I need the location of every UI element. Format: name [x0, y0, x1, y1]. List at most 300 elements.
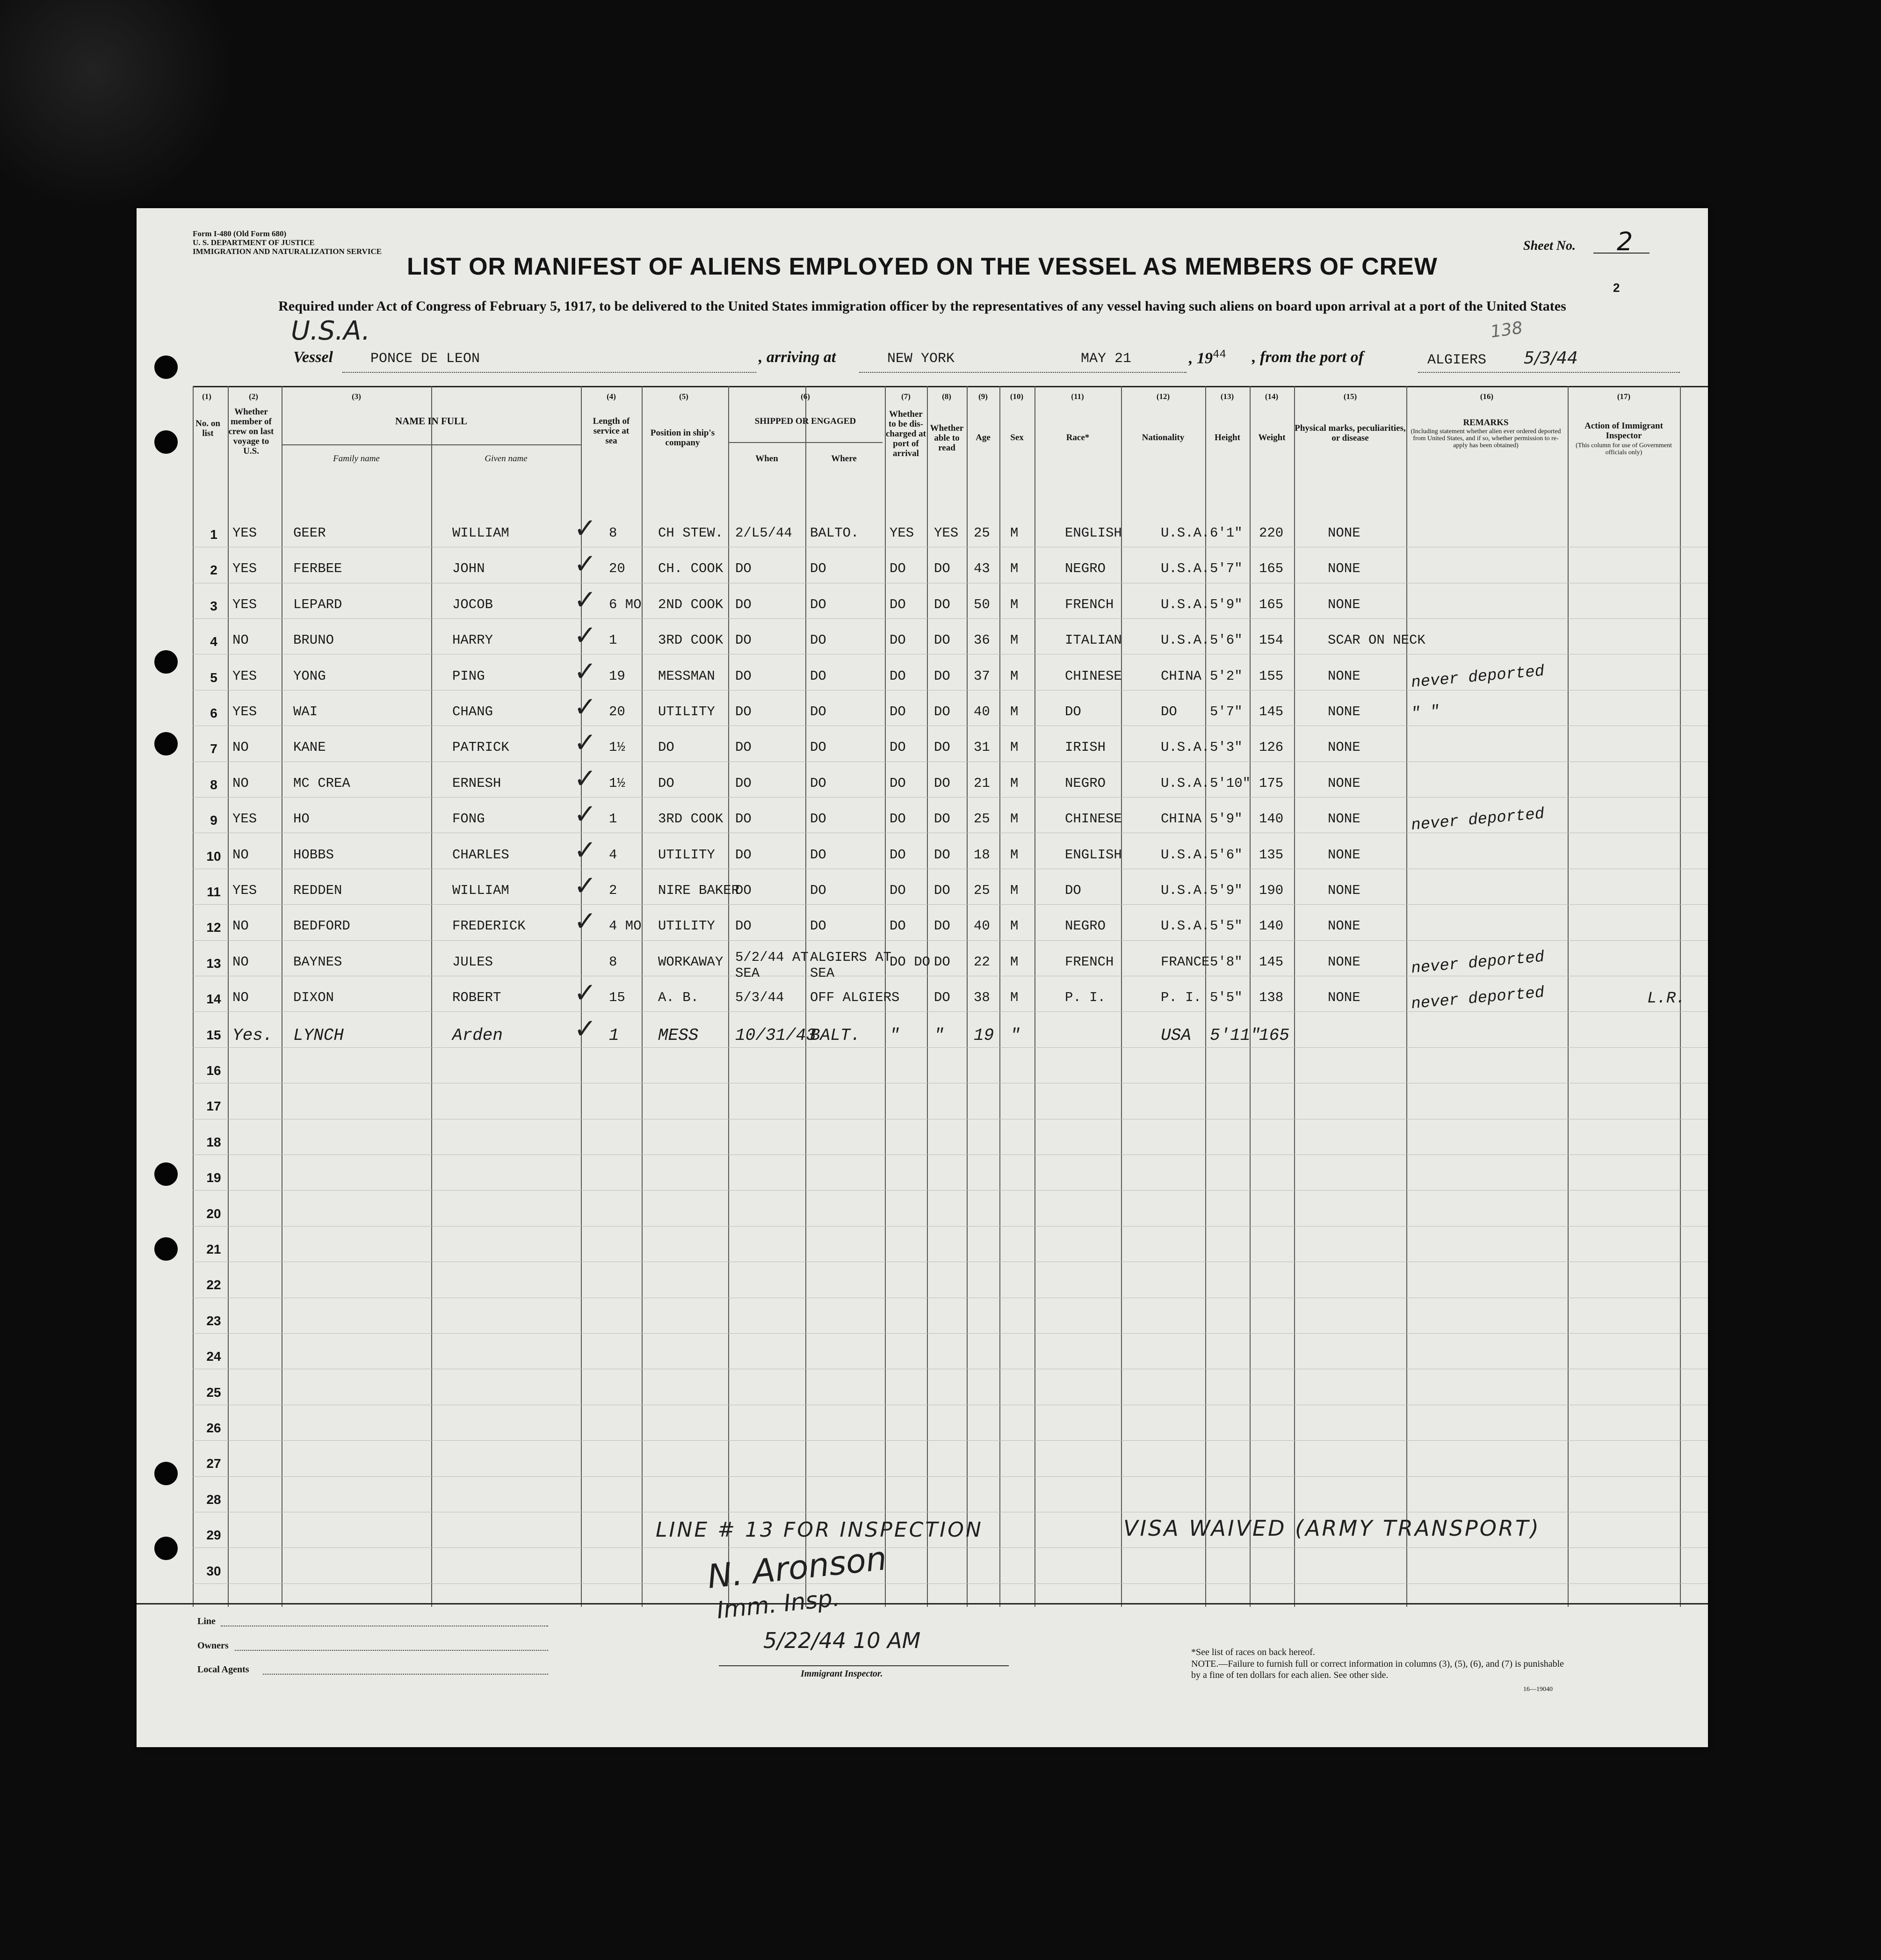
table-top-border: [193, 386, 1708, 387]
punch-hole: [154, 430, 178, 454]
given-name: JOCOB: [452, 596, 493, 612]
discharged: DO: [890, 561, 906, 577]
able-to-read: DO: [934, 883, 950, 898]
year-label: [1189, 348, 1226, 372]
able-to-read: ": [934, 1025, 944, 1045]
age: 40: [974, 918, 990, 934]
check-mark-icon: ✓: [574, 834, 597, 866]
age: 36: [974, 632, 990, 648]
shipped-when: DO: [735, 596, 752, 612]
height: 5'11": [1210, 1025, 1261, 1045]
row-number: 17: [206, 1099, 221, 1114]
race: NEGRO: [1065, 561, 1106, 577]
check-mark-icon: ✓: [574, 798, 597, 830]
weight: 135: [1259, 847, 1284, 863]
punch-hole: [154, 650, 178, 674]
shipped-where: DO: [810, 561, 826, 577]
weight: 165: [1259, 1025, 1289, 1045]
row-number: 5: [210, 670, 217, 685]
column-divider: [927, 386, 928, 1607]
physical-marks: NONE: [1328, 525, 1360, 541]
shipped-where: ALGIERS AT SEA: [810, 949, 892, 981]
column-divider: [1294, 386, 1295, 1607]
name-header-divider: [282, 444, 581, 445]
column-number: (15): [1343, 392, 1357, 401]
handwritten-usa: U.S.A.: [291, 316, 370, 346]
shipped-where: DO: [810, 775, 826, 791]
row-number: 7: [210, 741, 217, 756]
sex: M: [1010, 632, 1019, 648]
punch-hole: [154, 732, 178, 755]
header-shipped: SHIPPED OR ENGAGED: [754, 416, 856, 426]
shipped-when: DO: [735, 740, 752, 755]
nationality: U.S.A.: [1161, 632, 1210, 648]
position: MESS: [658, 1025, 699, 1045]
row-number: 3: [210, 598, 217, 613]
age: 19: [974, 1025, 994, 1045]
arriving-port: NEW YORK: [887, 351, 955, 367]
able-to-read: DO: [934, 668, 950, 684]
age: 25: [974, 811, 990, 827]
crew-last-voyage: NO: [232, 990, 249, 1006]
row-rule: [193, 940, 1708, 941]
height: 5'7": [1210, 704, 1243, 719]
row-number: 19: [206, 1170, 221, 1185]
family-name: BAYNES: [293, 954, 342, 970]
column-number: (13): [1220, 392, 1234, 401]
header-weight: Weight: [1258, 433, 1286, 443]
given-name: Arden: [452, 1025, 503, 1045]
sex: ": [1010, 1025, 1020, 1045]
race: IRISH: [1065, 740, 1106, 755]
film-border: [0, 0, 1881, 201]
shipped-where: DO: [810, 918, 826, 934]
race: ENGLISH: [1065, 847, 1122, 863]
header-action: Action of Immigrant Inspector: [1584, 421, 1663, 441]
age: 25: [974, 525, 990, 541]
shipped-where: DO: [810, 596, 826, 612]
shipped-when: DO: [735, 847, 752, 863]
column-number: (16): [1480, 392, 1494, 401]
height: 5'10": [1210, 775, 1251, 791]
header-member: Whether member of crew on last voyage to U.S.: [228, 407, 274, 456]
inspector-title: Imm. Insp.: [715, 1584, 841, 1624]
family-name: GEER: [293, 525, 326, 541]
column-number: (5): [679, 392, 688, 401]
height: 5'2": [1210, 668, 1243, 684]
column-divider: [967, 386, 968, 1607]
sex: M: [1010, 740, 1019, 755]
line-inspection-note: LINE # 13 FOR INSPECTION: [656, 1518, 983, 1542]
inspector-label: Immigrant Inspector.: [801, 1669, 883, 1679]
vessel-name: PONCE DE LEON: [370, 351, 480, 367]
column-number: (2): [249, 392, 258, 401]
race: P. I.: [1065, 990, 1106, 1006]
year-suffix: 44: [1213, 348, 1226, 361]
discharged: DO DO: [890, 954, 931, 970]
discharged: DO: [890, 847, 906, 863]
column-divider: [431, 386, 432, 1607]
header-race: Race*: [1066, 433, 1090, 443]
crew-last-voyage: YES: [232, 525, 257, 541]
punch-hole: [154, 1162, 178, 1186]
row-number: 6: [210, 706, 217, 720]
check-mark-icon: ✓: [574, 905, 597, 937]
shipped-header-divider: [728, 442, 883, 443]
family-name: LYNCH: [293, 1025, 344, 1045]
height: 5'3": [1210, 740, 1243, 755]
race: CHINESE: [1065, 811, 1122, 827]
race: FRENCH: [1065, 954, 1114, 970]
shipped-where: BALTO.: [810, 525, 859, 541]
family-name: DIXON: [293, 990, 334, 1006]
position: WORKAWAY: [658, 954, 723, 970]
position: UTILITY: [658, 847, 715, 863]
shipped-when: DO: [735, 811, 752, 827]
position: UTILITY: [658, 704, 715, 719]
header-remarks-sub: (Including statement whether alien ever ordered deported from United States, and if so, whether permission to re-apply has been obtained): [1411, 428, 1561, 449]
row-number: 12: [206, 920, 221, 935]
page-title: LIST OR MANIFEST OF ALIENS EMPLOYED ON THE VESSEL AS MEMBERS OF CREW: [407, 253, 1438, 280]
vessel-name-field: [342, 348, 756, 373]
row-number: 16: [206, 1063, 221, 1078]
length-of-service: 19: [609, 668, 625, 684]
arriving-label: , arriving at: [759, 348, 836, 366]
header-sex: Sex: [1010, 433, 1024, 443]
able-to-read: DO: [934, 811, 950, 827]
row-rule: [193, 1047, 1708, 1048]
nationality: FRANCE: [1161, 954, 1210, 970]
crew-last-voyage: NO: [232, 632, 249, 648]
nationality: U.S.A.: [1161, 596, 1210, 612]
able-to-read: DO: [934, 775, 950, 791]
header-action-sub: (This column for use of Government officials only): [1576, 442, 1672, 456]
header-where: Where: [831, 454, 857, 464]
age: 50: [974, 596, 990, 612]
row-rule: [193, 1440, 1708, 1441]
able-to-read: DO: [934, 918, 950, 934]
crew-last-voyage: YES: [232, 883, 257, 898]
check-mark-icon: ✓: [574, 870, 597, 901]
column-number: (12): [1156, 392, 1170, 401]
row-number: 29: [206, 1528, 221, 1543]
given-name: WILLIAM: [452, 525, 509, 541]
given-name: WILLIAM: [452, 883, 509, 898]
check-mark-icon: ✓: [574, 726, 597, 759]
shipped-when: 5/2/44 AT SEA: [735, 949, 809, 981]
row-number: 2: [210, 563, 217, 578]
physical-marks: NONE: [1328, 704, 1360, 719]
discharged: DO: [890, 704, 906, 719]
physical-marks: NONE: [1328, 883, 1360, 898]
sex: M: [1010, 990, 1019, 1006]
shipped-when: 10/31/43: [735, 1025, 816, 1045]
sex: M: [1010, 847, 1019, 863]
service-name: IMMIGRATION AND NATURALIZATION SERVICE: [193, 247, 382, 256]
race: CHINESE: [1065, 668, 1122, 684]
inspector-signature-line: [719, 1665, 1009, 1666]
physical-marks: NONE: [1328, 596, 1360, 612]
length-of-service: 6 MO: [609, 596, 642, 612]
shipped-where: DO: [810, 811, 826, 827]
row-rule: [193, 1476, 1708, 1477]
column-divider: [1406, 386, 1407, 1607]
shipped-when: DO: [735, 883, 752, 898]
sex: M: [1010, 775, 1019, 791]
length-of-service: 2: [609, 883, 617, 898]
form-identifier: [193, 229, 382, 256]
row-rule: [193, 904, 1708, 905]
arriving-port-field: [859, 348, 1186, 373]
position: NIRE BAKER: [658, 883, 740, 898]
row-rule: [193, 1190, 1708, 1191]
column-divider: [805, 386, 806, 1607]
sex: M: [1010, 668, 1019, 684]
physical-marks: NONE: [1328, 847, 1360, 863]
shipped-where: DO: [810, 847, 826, 863]
physical-marks: NONE: [1328, 775, 1360, 791]
race: ITALIAN: [1065, 632, 1122, 648]
crew-last-voyage: YES: [232, 596, 257, 612]
remarks: never deported: [1410, 984, 1545, 1014]
shipped-when: DO: [735, 668, 752, 684]
remarks: never deported: [1410, 662, 1545, 692]
discharged: ": [890, 1025, 900, 1045]
sex: M: [1010, 883, 1019, 898]
nationality: U.S.A.: [1161, 561, 1210, 577]
able-to-read: DO: [934, 990, 950, 1006]
shipped-where: DO: [810, 883, 826, 898]
discharged: DO: [890, 740, 906, 755]
able-to-read: DO: [934, 632, 950, 648]
arrival-date: MAY 21: [1081, 351, 1132, 367]
sex: M: [1010, 525, 1019, 541]
row-number: 1: [210, 527, 217, 542]
row-number: 23: [206, 1313, 221, 1328]
form-number: Form I-480 (Old Form 680): [193, 229, 287, 238]
able-to-read: DO: [934, 596, 950, 612]
races-note: *See list of races on back hereof.: [1191, 1647, 1315, 1657]
height: 5'7": [1210, 561, 1243, 577]
row-number: 13: [206, 956, 221, 971]
physical-marks: NONE: [1328, 954, 1360, 970]
nationality: U.S.A.: [1161, 918, 1210, 934]
department-name: U. S. DEPARTMENT OF JUSTICE: [193, 238, 315, 247]
given-name: CHANG: [452, 704, 493, 719]
age: 37: [974, 668, 990, 684]
row-number: 11: [207, 885, 221, 899]
length-of-service: 1½: [609, 740, 625, 755]
family-name: BEDFORD: [293, 918, 350, 934]
column-divider: [193, 386, 194, 1607]
given-name: FONG: [452, 811, 485, 827]
shipped-when: DO: [735, 704, 752, 719]
corner-number: 2: [1613, 281, 1620, 295]
given-name: FREDERICK: [452, 918, 526, 934]
sex: M: [1010, 561, 1019, 577]
height: 6'1": [1210, 525, 1243, 541]
column-number: (6): [801, 392, 810, 401]
weight: 220: [1259, 525, 1284, 541]
inspector-signature: N. Aronson: [705, 1539, 889, 1596]
sex: M: [1010, 918, 1019, 934]
header-no: No. on list: [195, 419, 220, 438]
able-to-read: DO: [934, 740, 950, 755]
punch-hole: [154, 356, 178, 379]
length-of-service: 1: [609, 811, 617, 827]
family-name: HOBBS: [293, 847, 334, 863]
header-given-name: Given name: [485, 454, 528, 464]
shipped-where: OFF ALGIERS: [810, 990, 900, 1006]
weight: 154: [1259, 632, 1284, 648]
row-number: 9: [210, 813, 217, 828]
remarks: never deported: [1410, 948, 1545, 978]
footer-agents-label: Local Agents: [197, 1664, 249, 1675]
physical-marks: NONE: [1328, 990, 1360, 1006]
sheet-number-label: Sheet No.: [1523, 239, 1576, 253]
physical-marks: NONE: [1328, 740, 1360, 755]
row-number: 8: [210, 777, 217, 792]
race: DO: [1065, 883, 1081, 898]
header-position: Position in ship's company: [650, 428, 715, 448]
family-name: REDDEN: [293, 883, 342, 898]
row-number: 21: [206, 1242, 221, 1256]
row-number: 22: [206, 1278, 221, 1292]
age: 18: [974, 847, 990, 863]
check-mark-icon: ✓: [574, 619, 597, 652]
given-name: CHARLES: [452, 847, 509, 863]
shipped-where: DO: [810, 668, 826, 684]
position: UTILITY: [658, 918, 715, 934]
inspector-action: L.R.: [1647, 990, 1686, 1008]
nationality: DO: [1161, 704, 1177, 719]
from-label: , from the port of: [1252, 348, 1364, 366]
row-rule: [193, 797, 1708, 798]
height: 5'5": [1210, 990, 1243, 1006]
position: DO: [658, 775, 674, 791]
age: 38: [974, 990, 990, 1006]
able-to-read: DO: [934, 561, 950, 577]
weight: 140: [1259, 811, 1284, 827]
nationality: U.S.A.: [1161, 525, 1210, 541]
height: 5'8": [1210, 954, 1243, 970]
given-name: HARRY: [452, 632, 493, 648]
family-name: BRUNO: [293, 632, 334, 648]
family-name: MC CREA: [293, 775, 350, 791]
check-mark-icon: ✓: [574, 655, 597, 687]
weight: 175: [1259, 775, 1284, 791]
crew-last-voyage: Yes.: [232, 1025, 273, 1045]
check-mark-icon: ✓: [574, 691, 597, 723]
position: CH STEW.: [658, 525, 723, 541]
race: FRENCH: [1065, 596, 1114, 612]
nationality: U.S.A.: [1161, 775, 1210, 791]
height: 5'9": [1210, 596, 1243, 612]
crew-last-voyage: NO: [232, 775, 249, 791]
column-number: (11): [1071, 392, 1084, 401]
age: 31: [974, 740, 990, 755]
nationality: P. I.: [1161, 990, 1202, 1006]
remarks: never deported: [1410, 805, 1545, 835]
position: MESSMAN: [658, 668, 715, 684]
row-rule: [193, 1011, 1708, 1012]
column-divider: [1250, 386, 1251, 1607]
crew-last-voyage: NO: [232, 740, 249, 755]
shipped-when: DO: [735, 918, 752, 934]
crew-last-voyage: NO: [232, 918, 249, 934]
able-to-read: DO: [934, 954, 950, 970]
length-of-service: 1: [609, 1025, 619, 1045]
column-divider: [1121, 386, 1122, 1607]
crew-last-voyage: YES: [232, 668, 257, 684]
height: 5'6": [1210, 632, 1243, 648]
weight: 140: [1259, 918, 1284, 934]
header-nationality: Nationality: [1142, 433, 1185, 443]
column-number: (10): [1010, 392, 1024, 401]
nationality: U.S.A.: [1161, 847, 1210, 863]
footer-agents-field: [263, 1674, 548, 1675]
crew-last-voyage: YES: [232, 704, 257, 719]
family-name: YONG: [293, 668, 326, 684]
sex: M: [1010, 596, 1019, 612]
header-remarks: REMARKS: [1463, 418, 1509, 428]
shipped-where: DO: [810, 704, 826, 719]
discharged: DO: [890, 775, 906, 791]
header-physical: Physical marks, peculiarities, or disease: [1295, 423, 1406, 443]
race: ENGLISH: [1065, 525, 1122, 541]
header-height: Height: [1215, 433, 1240, 443]
penalty-note: NOTE.—Failure to furnish full or correct information in columns (3), (5), (6), and (7) is punishable by a fine of ten dollars for each alien. See other side.: [1191, 1659, 1564, 1680]
header-when: When: [755, 454, 778, 464]
able-to-read: DO: [934, 847, 950, 863]
row-number: 20: [206, 1206, 221, 1221]
row-number: 15: [206, 1027, 221, 1042]
manifest-sheet: [137, 208, 1708, 1747]
row-rule: [193, 1547, 1708, 1548]
shipped-where: DO: [810, 632, 826, 648]
sex: M: [1010, 704, 1019, 719]
shipped-when: DO: [735, 632, 752, 648]
row-number: 14: [206, 992, 221, 1007]
given-name: JULES: [452, 954, 493, 970]
header-read: Whether able to read: [930, 423, 964, 453]
physical-marks: NONE: [1328, 918, 1360, 934]
column-divider: [999, 386, 1000, 1607]
row-number: 24: [206, 1349, 221, 1364]
length-of-service: 1½: [609, 775, 625, 791]
position: 2ND COOK: [658, 596, 723, 612]
position: CH. COOK: [658, 561, 723, 577]
from-port: ALGIERS: [1427, 352, 1487, 368]
column-divider: [1568, 386, 1569, 1607]
crew-last-voyage: NO: [232, 954, 249, 970]
vessel-label: Vessel: [293, 348, 333, 366]
footer-owners-label: Owners: [197, 1641, 229, 1651]
discharged: DO: [890, 596, 906, 612]
footer-owners-field: [235, 1650, 548, 1651]
column-number: (1): [202, 392, 211, 401]
family-name: LEPARD: [293, 596, 342, 612]
shipped-when: DO: [735, 561, 752, 577]
length-of-service: 4 MO: [609, 918, 642, 934]
row-number: 28: [206, 1492, 221, 1507]
column-divider: [728, 386, 729, 1607]
shipped-where: BALT.: [810, 1025, 861, 1045]
row-number: 26: [206, 1421, 221, 1435]
given-name: ERNESH: [452, 775, 501, 791]
inspection-date: 5/22/44 10 AM: [763, 1628, 921, 1653]
crew-last-voyage: YES: [232, 811, 257, 827]
